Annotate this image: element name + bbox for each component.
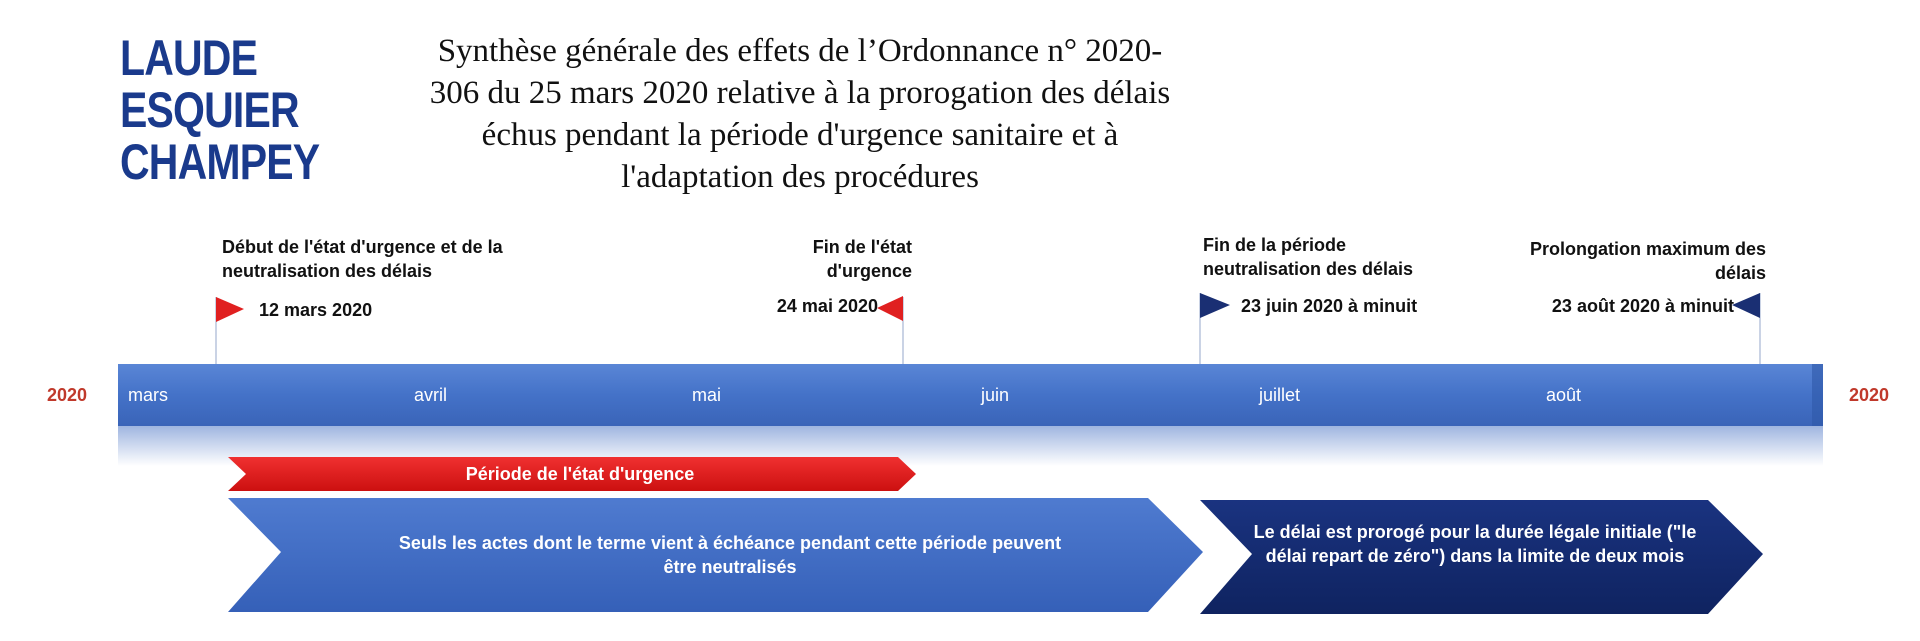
month-label: juin xyxy=(981,385,1010,405)
emergency-period-label: Période de l'état d'urgence xyxy=(465,464,695,484)
flag-3 xyxy=(1200,293,1230,318)
month-label: août xyxy=(1546,385,1582,405)
flag-2 xyxy=(877,296,903,321)
logo-line-2: ESQUIER xyxy=(120,82,299,138)
event-date-end-neutralisation: 23 juin 2020 à minuit xyxy=(1241,296,1418,316)
flag-4 xyxy=(1732,293,1760,318)
page-title: Synthèse générale des effets de l’Ordonnance n° 2020-306 du 25 mars 2020 relative à la prorogation des délais échus pendant la période d'urgence sanitaire et à l'adaptation des procédures xyxy=(429,33,1171,195)
event-date-end-emergency: 24 mai 2020 xyxy=(776,296,878,316)
month-label: avril xyxy=(414,385,448,405)
extension-period-text: Le délai est prorogé pour la durée légale initiale ("le délai repart de zéro") dans la limite de deux mois xyxy=(1253,522,1697,566)
event-label-max-extension: Prolongation maximum des délais xyxy=(1529,239,1766,283)
logo-line-3: CHAMPEY xyxy=(120,134,320,190)
month-label: mars xyxy=(128,385,168,405)
neutralisation-period-text: Seuls les actes dont le terme vient à échéance pendant cette période peuvent être neutralisés xyxy=(398,533,1062,577)
event-label-end-emergency: Fin de l'état d'urgence xyxy=(812,237,912,281)
month-label: mai xyxy=(692,385,722,405)
flag-1 xyxy=(216,297,244,322)
logo-line-1: LAUDE xyxy=(120,30,258,86)
event-label-end-neutralisation: Fin de la période neutralisation des délais xyxy=(1203,235,1414,279)
month-label: juillet xyxy=(1259,385,1301,405)
event-label-start-emergency: Début de l'état d'urgence et de la neutralisation des délais xyxy=(222,237,503,281)
event-date-max-extension: 23 août 2020 à minuit xyxy=(1551,296,1734,316)
year-label-left: 2020 xyxy=(47,385,88,405)
event-date-start-emergency: 12 mars 2020 xyxy=(259,300,373,320)
year-label-right: 2020 xyxy=(1849,385,1890,405)
